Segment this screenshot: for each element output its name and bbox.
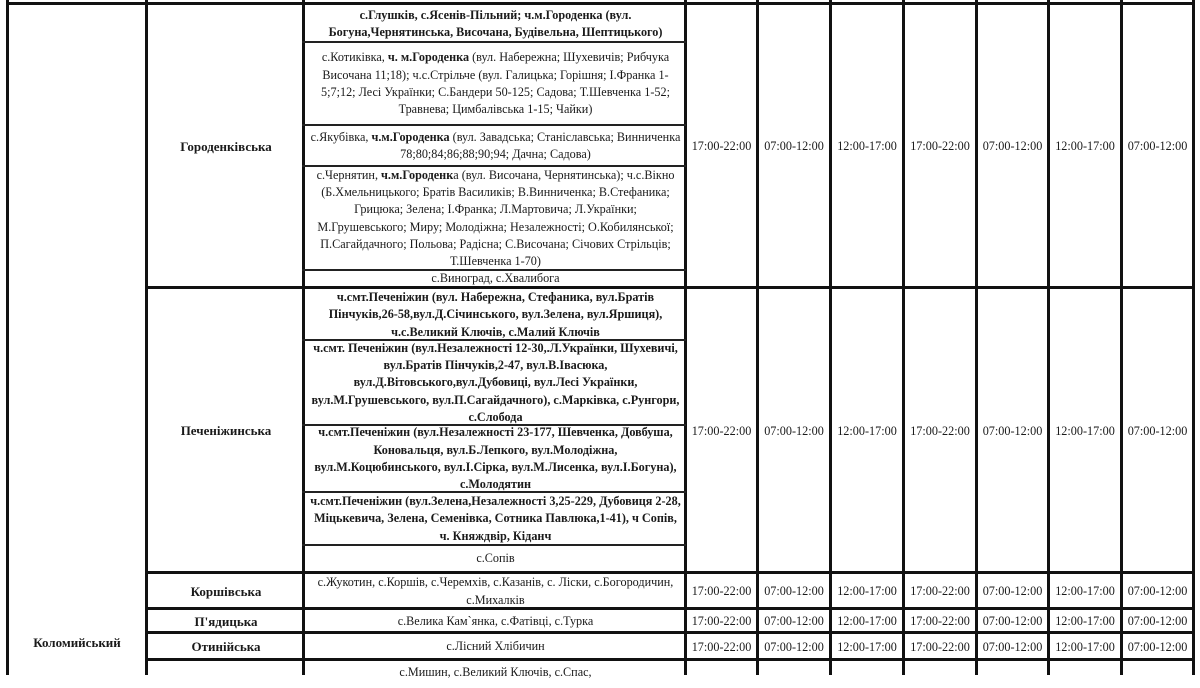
time-slot-cell: 12:00-17:00 xyxy=(1055,614,1115,628)
time-slot-cell: 17:00-22:00 xyxy=(910,423,970,438)
time-slot-cell: 07:00-12:00 xyxy=(982,423,1043,438)
community-name: Коршівська xyxy=(190,583,262,599)
address-group: с.Виноград, с.Хвалибога xyxy=(431,271,560,286)
address-group: с.Чернятин, ч.м.Городенка (вул. Височана, Чернятинська); ч.с.Вікно (Б.Хмельницького; Братів Василиків; В.Винниченка; В.Стефаника; Грицюка; Зелена; І.Франка; Л.Мартовича; Л.Українки; М.Грушевського; Миру; Молодіжна; Незалежності; О.Кобилянської; П.Сагайдачного; Польова; Радісна; С.Височана; Січових Стрільців; Т.Шевченка 1-70) xyxy=(316,167,675,269)
time-slot-cell: 17:00-22:00 xyxy=(691,584,752,598)
time-slot-cell: 12:00-17:00 xyxy=(1055,639,1115,654)
time-slot-cell: 07:00-12:00 xyxy=(1127,423,1188,438)
time-slot-cell: 17:00-22:00 xyxy=(691,139,752,153)
address-group: с.Котиківка, ч. м.Городенка (вул. Набережна; Шухевичів; Рибчука Височана 11;18); ч.с.Стрільче (вул. Галицька; Горішня; І.Франка 1-5;7;12; Лесі Українки; С.Бандери 50-125; Садова; Т.Шевченка 1-52; Травнева; Цимбалівська 1-15; Чайки) xyxy=(321,50,670,117)
time-slot-cell: 17:00-22:00 xyxy=(910,639,970,654)
time-slot-cell: 07:00-12:00 xyxy=(764,423,824,438)
address-group: с.Велика Кам`янка, с.Фатівці, с.Турка xyxy=(397,613,594,628)
time-slot-cell: 07:00-12:00 xyxy=(764,139,824,153)
community-name: Городенківська xyxy=(180,138,272,154)
row-divider xyxy=(302,544,686,546)
table-border xyxy=(145,286,1195,289)
address-group: с.Жукотин, с.Коршів, с.Черемхів, с.Казанів, с. Ліски, с.Богородичин, с.Михалків xyxy=(317,575,674,607)
time-slot-cell: 07:00-12:00 xyxy=(1127,639,1188,654)
address-group: с.Якубівка, ч.м.Городенка (вул. Завадська; Станіславська; Винниченка 78;80;84;86;88;90;94; Дачна; Садова) xyxy=(310,129,681,161)
table-border xyxy=(145,631,1195,634)
time-slot-cell: 17:00-22:00 xyxy=(910,584,970,598)
address-group: с.Сопів xyxy=(476,551,515,566)
time-slot-cell: 07:00-12:00 xyxy=(1127,614,1188,628)
time-slot-cell: 07:00-12:00 xyxy=(1127,139,1188,153)
table-border xyxy=(145,658,1195,661)
time-slot-cell: 17:00-22:00 xyxy=(691,639,752,654)
time-slot-cell: 07:00-12:00 xyxy=(764,584,824,598)
time-slot-cell: 17:00-22:00 xyxy=(691,614,752,628)
community-name: П'ядицька xyxy=(194,613,258,629)
address-group: ч.смт.Печеніжин (вул.Незалежності 23-177, Шевченка, Довбуша, Коновальця, вул.Б.Лепкого, вул.Молодіжна, вул.М.Коцюбинського, вул.І.Сірка, вул.М.Лисенка, вул.І.Богуна), с.Молодятин xyxy=(314,425,677,492)
time-slot-cell: 07:00-12:00 xyxy=(764,639,824,654)
time-slot-cell: 07:00-12:00 xyxy=(1127,584,1188,598)
time-slot-cell: 12:00-17:00 xyxy=(837,139,897,153)
row-divider xyxy=(302,165,686,167)
community-name: Отинійська xyxy=(191,639,261,654)
table-border xyxy=(6,0,9,675)
row-divider xyxy=(302,41,686,43)
time-slot-cell: 07:00-12:00 xyxy=(982,614,1043,628)
address-group: ч.смт.Печеніжин (вул.Зелена,Незалежності 3,25-229, Дубовиця 2-28, Міцькевича, Зелена, Семенівка, Сотника Павлюка,1-41), ч Сопів, ч. Княждвір, Кіданч xyxy=(310,494,681,543)
time-slot-cell: 07:00-12:00 xyxy=(982,139,1043,153)
time-slot-cell: 12:00-17:00 xyxy=(837,584,897,598)
table-border xyxy=(145,607,1195,610)
time-slot-cell: 12:00-17:00 xyxy=(837,614,897,628)
row-divider xyxy=(302,424,686,426)
time-slot-cell: 07:00-12:00 xyxy=(982,639,1043,654)
address-group: ч.смт.Печеніжин (вул. Набережна, Стефаника, вул.Братів Пінчуків,26-58,вул.Д.Січинського, вул.Зелена, вул.Яршиця), ч.с.Великий Ключів, с.Малий Ключів xyxy=(328,290,663,339)
community-name: Печеніжинська xyxy=(180,423,272,438)
row-divider xyxy=(302,491,686,493)
time-slot-cell: 17:00-22:00 xyxy=(910,139,970,153)
table-border xyxy=(145,571,1195,574)
time-slot-cell: 12:00-17:00 xyxy=(837,423,897,438)
table-border xyxy=(6,2,1195,5)
time-slot-cell: 17:00-22:00 xyxy=(691,423,752,438)
time-slot-cell: 12:00-17:00 xyxy=(1055,139,1115,153)
district-name: Коломийський xyxy=(33,635,121,650)
address-group: с.Мишин, с.Великий Ключів, с.Спас, xyxy=(399,665,592,679)
time-slot-cell: 12:00-17:00 xyxy=(837,639,897,654)
time-slot-cell: 17:00-22:00 xyxy=(910,614,970,628)
address-group: с.Глушків, с.Ясенів-Пільний; ч.м.Городенка (вул. Богуна,Чернятинська, Височана, Будівельна, Шептицького) xyxy=(328,7,663,39)
address-group: ч.смт. Печеніжин (вул.Незалежності 12-30,.Л.Українки, Шухевичі, вул.Братів Пінчуків,2-47, вул.В.Івасюка, вул.Д.Вітовського,вул.Дубовиці, вул.Лесі Українки, вул.М.Грушевського, вул.П.Сагайдачного), с.Марківка, с.Рунгори, с.Слобода xyxy=(311,340,680,424)
row-divider xyxy=(302,339,686,341)
time-slot-cell: 12:00-17:00 xyxy=(1055,584,1115,598)
time-slot-cell: 07:00-12:00 xyxy=(982,584,1043,598)
time-slot-cell: 12:00-17:00 xyxy=(1055,423,1115,438)
row-divider xyxy=(302,269,686,271)
row-divider xyxy=(302,124,686,126)
time-slot-cell: 07:00-12:00 xyxy=(764,614,824,628)
address-group: с.Лісний Хлібичин xyxy=(446,639,545,654)
